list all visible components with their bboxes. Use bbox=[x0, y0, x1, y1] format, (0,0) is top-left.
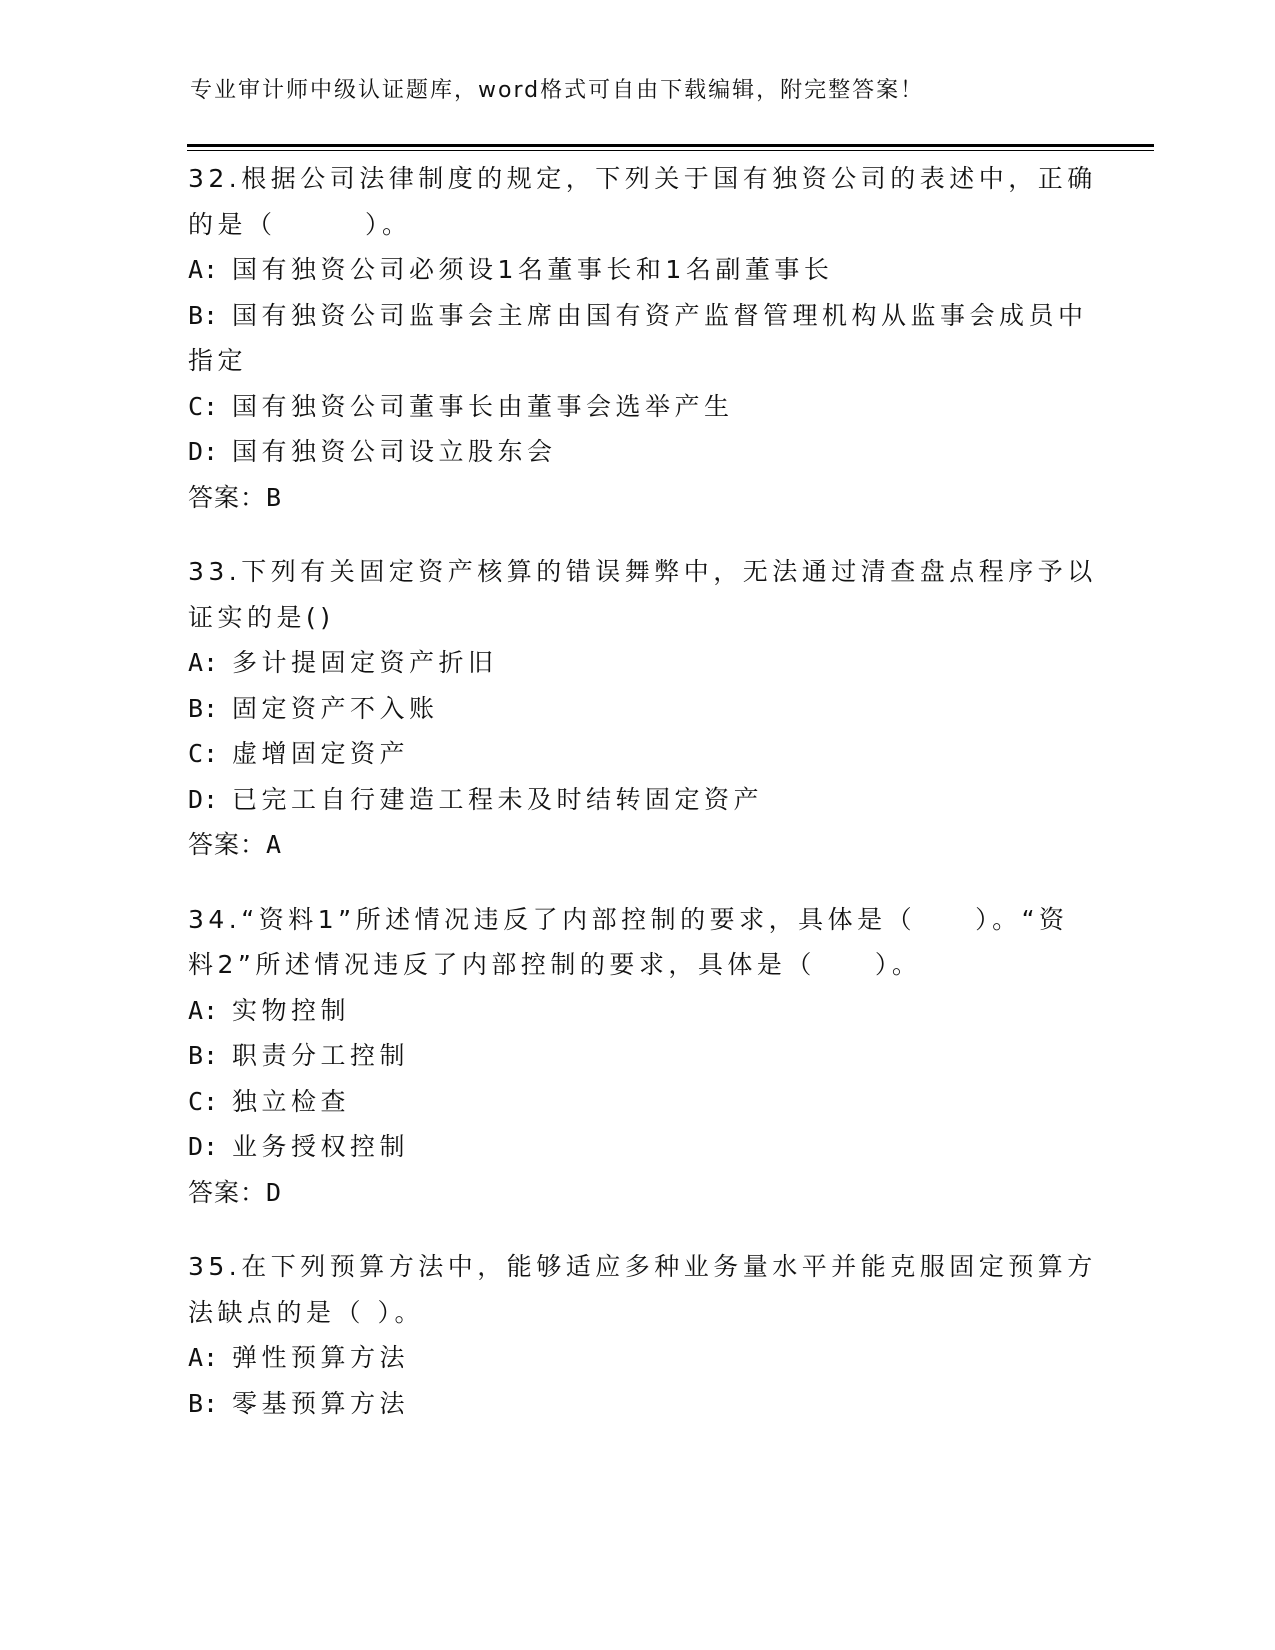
option-letter: A: bbox=[188, 255, 219, 284]
option-b bbox=[188, 1381, 1088, 1427]
option-c bbox=[188, 384, 1088, 430]
question-block bbox=[188, 897, 1088, 1216]
option-text: 零基预算方法 bbox=[232, 1388, 410, 1418]
option-text: 独立检查 bbox=[232, 1086, 351, 1116]
option-letter: A: bbox=[188, 995, 219, 1025]
option-d bbox=[188, 1124, 1088, 1170]
question-stem-line: 料2”所述情况违反了内部控制的要求，具体是（ ）。 bbox=[188, 950, 922, 979]
option-text: 职责分工控制 bbox=[232, 1041, 410, 1070]
option-letter: A: bbox=[188, 648, 219, 677]
question-stem-line: 33.下列有关固定资产核算的错误舞弊中，无法通过清查盘点程序予以 bbox=[188, 557, 1097, 586]
option-b bbox=[188, 1033, 1088, 1079]
option-letter: A: bbox=[188, 1343, 219, 1372]
option-text: 国有独资公司监事会主席由国有资产监督管理机构从监事会成员中 bbox=[232, 300, 1088, 330]
question-stem-line: 的是（ ）。 bbox=[188, 209, 412, 239]
option-c bbox=[188, 1079, 1088, 1125]
option-letter: C: bbox=[188, 1086, 219, 1116]
option-a bbox=[188, 247, 1088, 293]
option-letter: B: bbox=[188, 1041, 219, 1070]
option-letter: D: bbox=[188, 1132, 219, 1161]
option-text: 国有独资公司董事长由董事会选举产生 bbox=[232, 391, 734, 421]
option-a bbox=[188, 640, 1088, 686]
question-block bbox=[188, 549, 1097, 868]
option-letter: D: bbox=[188, 784, 219, 814]
option-b bbox=[188, 686, 1088, 732]
question-list bbox=[188, 156, 1097, 1455]
question-block bbox=[188, 156, 1097, 520]
question-stem-line: 法缺点的是（ ）。 bbox=[188, 1297, 424, 1327]
option-text: 指定 bbox=[188, 346, 248, 375]
answer-label: 答案： bbox=[188, 830, 267, 859]
question-stem-line: 34.“资料1”所述情况违反了内部控制的要求，具体是（ ）。“资 bbox=[188, 904, 1069, 934]
option-letter: B: bbox=[188, 300, 219, 330]
option-d bbox=[188, 429, 1088, 475]
option-text: 实物控制 bbox=[232, 995, 351, 1025]
option-text: 虚增固定资产 bbox=[232, 739, 410, 768]
answer-value: D bbox=[266, 1177, 283, 1207]
option-text: 已完工自行建造工程未及时结转固定资产 bbox=[232, 784, 764, 814]
option-a bbox=[188, 988, 1088, 1034]
answer-value: A bbox=[266, 830, 283, 859]
answer-label: 答案： bbox=[188, 1177, 267, 1207]
option-text: 业务授权控制 bbox=[232, 1132, 410, 1161]
question-stem-line: 35.在下列预算方法中，能够适应多种业务量水平并能克服固定预算方 bbox=[188, 1252, 1097, 1281]
question-stem-line: 32.根据公司法律制度的规定，下列关于国有独资公司的表述中，正确 bbox=[188, 164, 1097, 193]
option-letter: C: bbox=[188, 391, 219, 421]
option-letter: C: bbox=[188, 739, 219, 768]
option-text: 多计提固定资产折旧 bbox=[232, 648, 498, 677]
option-a bbox=[188, 1335, 1088, 1381]
header-rule-thick bbox=[187, 144, 1154, 147]
option-letter: B: bbox=[188, 1388, 219, 1418]
answer-label: 答案： bbox=[188, 482, 267, 512]
header-rule-thin bbox=[187, 150, 1154, 151]
option-letter: B: bbox=[188, 693, 219, 723]
option-c bbox=[188, 731, 1088, 777]
answer-value: B bbox=[266, 482, 283, 512]
option-text: 国有独资公司设立股东会 bbox=[232, 437, 557, 466]
answer-line bbox=[188, 1170, 1088, 1216]
option-text: 国有独资公司必须设1名董事长和1名副董事长 bbox=[232, 255, 834, 284]
page-header: 专业审计师中级认证题库，word格式可自由下载编辑，附完整答案！ bbox=[190, 78, 925, 103]
question-block bbox=[188, 1244, 1097, 1426]
option-letter: D: bbox=[188, 437, 219, 466]
question-stem-line: 证实的是() bbox=[188, 602, 335, 632]
option-b bbox=[188, 338, 1088, 384]
option-text: 固定资产不入账 bbox=[232, 693, 439, 723]
answer-line bbox=[188, 822, 1088, 868]
option-d bbox=[188, 777, 1088, 823]
option-text: 弹性预算方法 bbox=[232, 1343, 410, 1372]
option-b bbox=[188, 293, 1088, 339]
answer-line bbox=[188, 475, 1088, 521]
